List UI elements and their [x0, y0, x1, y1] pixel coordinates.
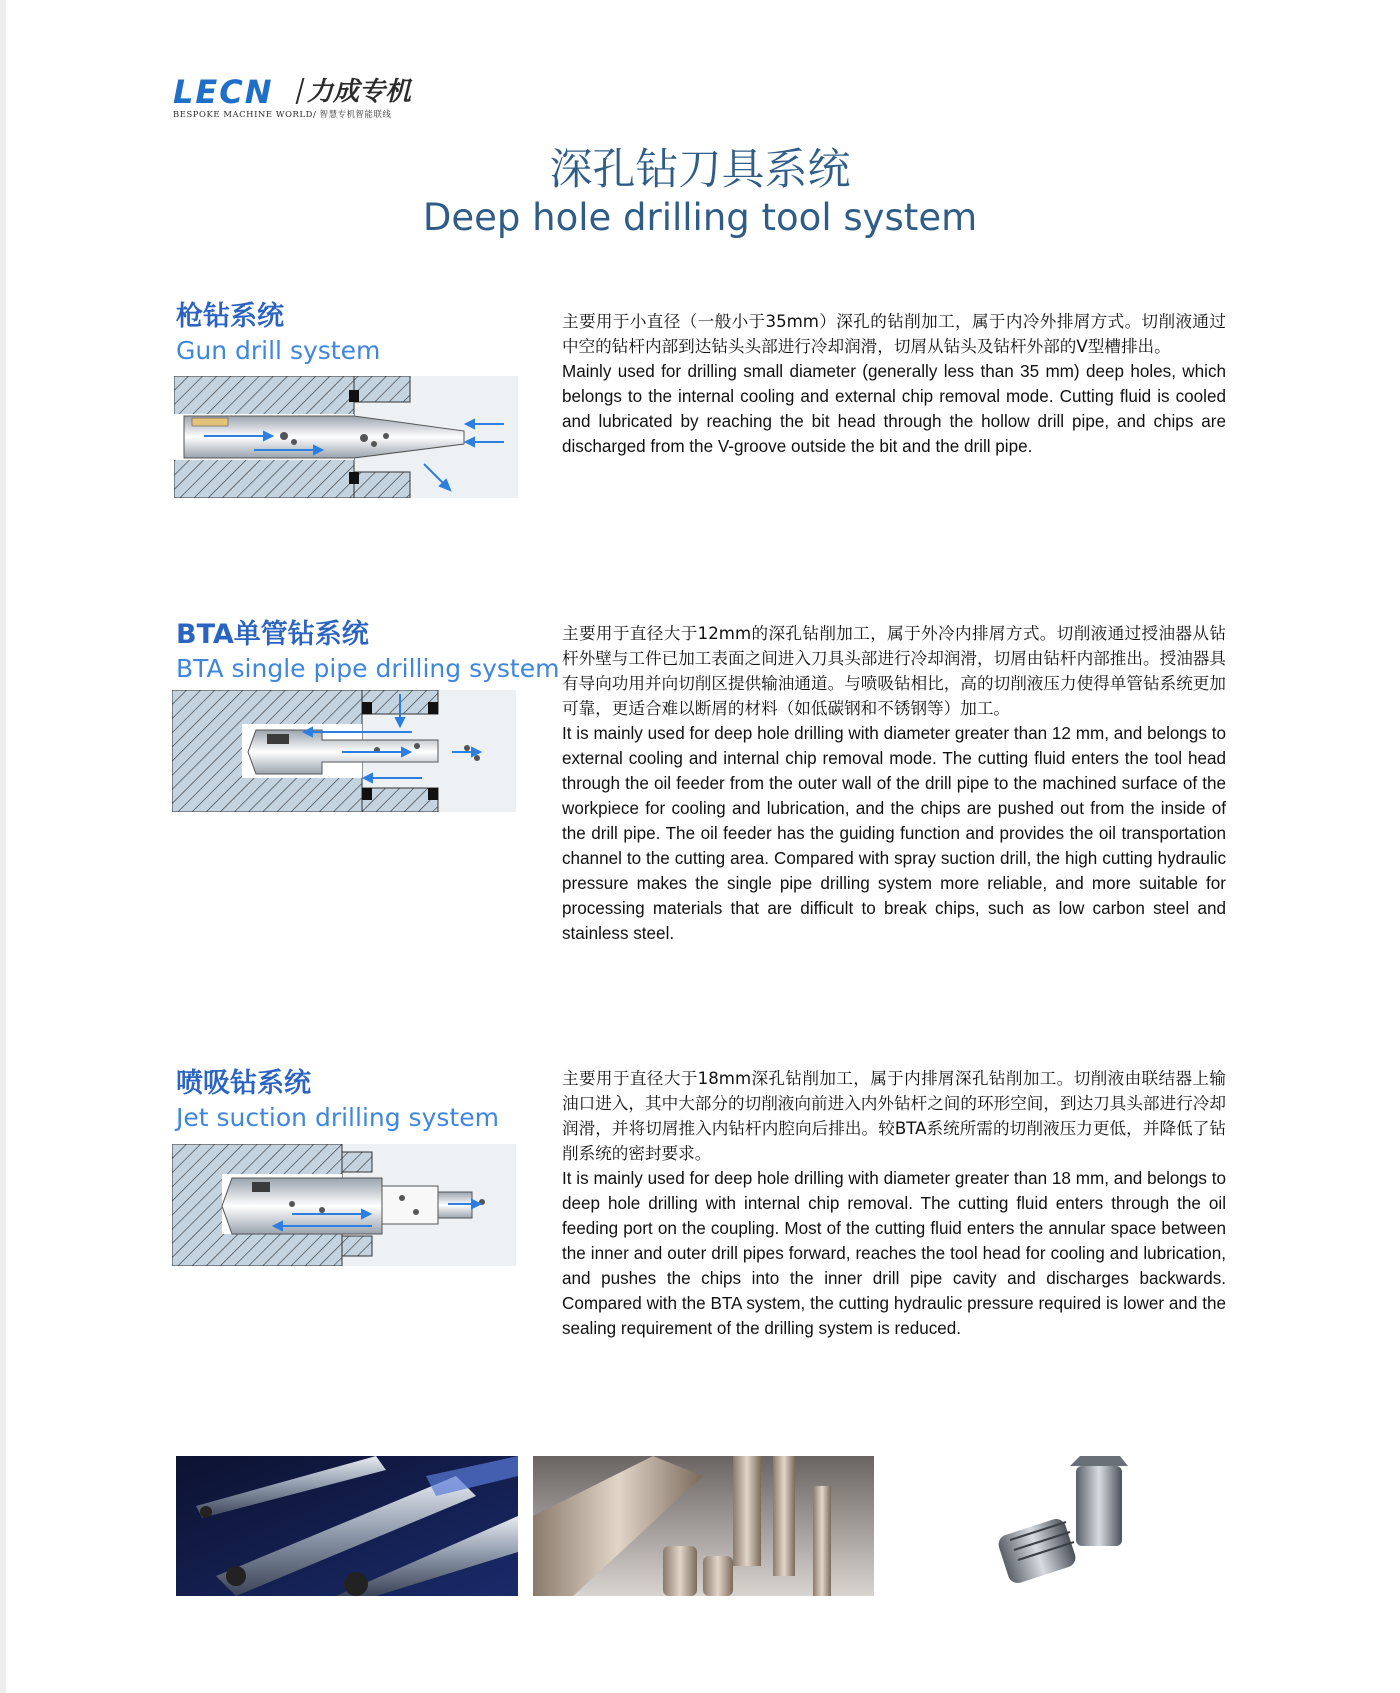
desc-cn-gun-drill: 主要用于小直径（一般小于35mm）深孔的钻削加工，属于内冷外排屑方式。切削液通过中空的钻杆内部到达钻头头部进行冷却润滑，切屑从钻头及钻杆外部的V型槽排出。	[562, 312, 1226, 356]
desc-en-jet-suction: It is mainly used for deep hole drilling with diameter greater than 18 mm, and belongs to deep hole drilling with internal chip removal. The cutting fluid enters through the oil feeding port on the coupling. Most of the cutting fluid enters the annular space between the inner and outer drill pipes forward, reaches the tool head for cooling and lubrication, and pushes the chips into the inner drill pipe cavity and discharges backwards. Compared with the BTA system, the cutting hydraulic pressure required is lower and the sealing requirement of the drilling system is reduced.	[562, 1169, 1226, 1338]
section-title-cn-gun-drill: 枪钻系统	[176, 301, 284, 332]
brand-tagline-cn: 智慧专机智能联线	[319, 109, 392, 119]
section-desc-bta	[562, 621, 1226, 946]
product-photo-gun-drills	[176, 1456, 518, 1596]
desc-en-gun-drill: Mainly used for drilling small diameter (generally less than 35 mm) deep holes, which belongs to the internal cooling and external chip removal mode. Cutting fluid is cooled and lubricated by reaching the bit head through the hollow drill pipe, and chips are discharged from the V-groove outside the bit and the drill pipe.	[562, 362, 1226, 456]
section-desc-jet-suction	[562, 1066, 1226, 1341]
section-title-cn-jet-suction: 喷吸钻系统	[176, 1068, 311, 1099]
desc-en-bta: It is mainly used for deep hole drilling with diameter greater than 12 mm, and belongs to external cooling and internal chip removal mode. The cutting fluid enters the tool head through the oil feeder from the outer wall of the drill pipe to the machined surface of the workpiece for cooling and lubrication, and the chips are pushed out from the inside of the drill pipe. The oil feeder has the guiding function and provides the oil transportation channel to the cutting area. Compared with spray suction drill, the high cutting hydraulic pressure makes the single pipe drilling system more reliable, and more suitable for processing materials that are difficult to break chips, such as low carbon steel and stainless steel.	[562, 724, 1226, 943]
section-title-en-bta: BTA single pipe drilling system	[176, 654, 560, 683]
section-desc-gun-drill	[562, 309, 1226, 459]
section-title-cn-bta: BTA单管钻系统	[176, 619, 369, 650]
brand-name-cn: 力成专机	[307, 77, 412, 107]
desc-cn-bta: 主要用于直径大于12mm的深孔钻削加工，属于外冷内排屑方式。切削液通过授油器从钻杆外壁与工件已加工表面之间进入刀具头部进行冷却润滑，切屑由钻杆内部推出。授油器具有导向功用并向切削区提供输油通道。与喷吸钻相比，高的切削液压力使得单管钻系统更加可靠，更适合难以断屑的材料（如低碳钢和不锈钢等）加工。	[562, 624, 1226, 718]
brand-tagline-en: BESPOKE MACHINE WORLD	[173, 109, 313, 119]
logo-separator	[296, 78, 305, 104]
page-edge	[0, 0, 6, 1693]
logo-mark: LECN	[173, 73, 274, 111]
brand-tagline: BESPOKE MACHINE WORLD/ 智慧专机智能联线	[173, 109, 392, 119]
section-title-en-jet-suction: Jet suction drilling system	[176, 1103, 499, 1132]
gun-drill-diagram	[174, 376, 518, 498]
product-photo-bta-heads	[533, 1456, 874, 1596]
page-title-en: Deep hole drilling tool system	[422, 196, 978, 239]
desc-cn-jet-suction: 主要用于直径大于18mm深孔钻削加工，属于内排屑深孔钻削加工。切削液由联结器上输油口进入，其中大部分的切削液向前进入内外钻杆之间的环形空间，到达刀具头部进行冷却润滑，并将切屑推入内钻杆内腔向后排出。较BTA系统所需的切削液压力更低，并降低了钻削系统的密封要求。	[562, 1069, 1226, 1163]
brand-logo	[173, 74, 453, 126]
section-title-en-gun-drill: Gun drill system	[176, 336, 381, 365]
page-title-cn: 深孔钻刀具系统	[549, 145, 851, 195]
bta-drill-diagram	[172, 690, 516, 812]
product-photo-jet-heads	[890, 1456, 1230, 1596]
jet-suction-diagram	[172, 1144, 516, 1266]
